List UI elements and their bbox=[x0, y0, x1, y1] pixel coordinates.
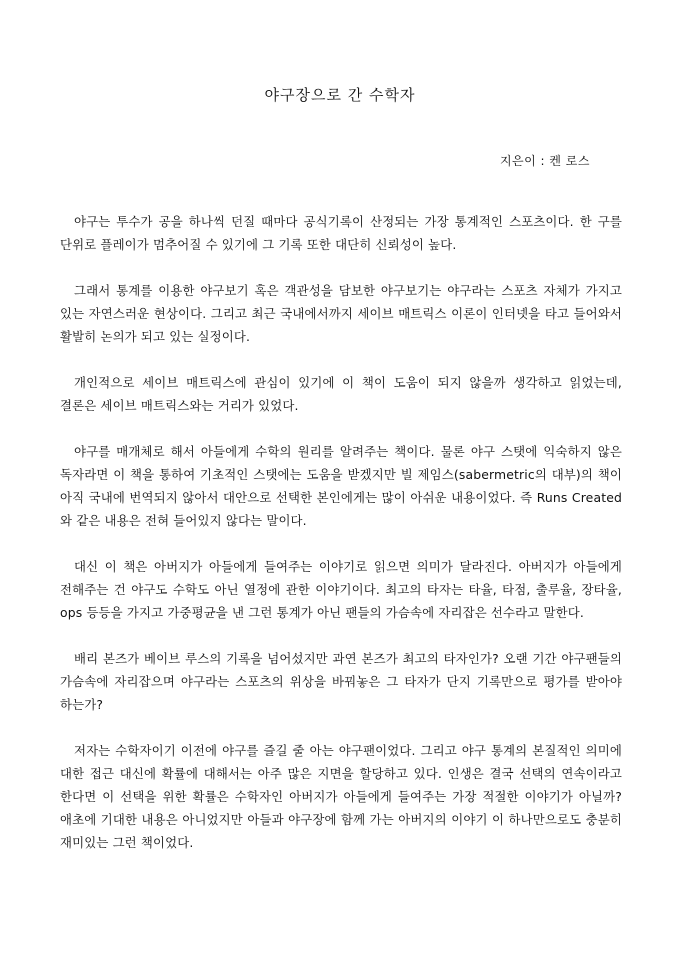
paragraph-1: 야구는 투수가 공을 하나씩 던질 때마다 공식기록이 산정되는 가장 통계적인 스포츠이다. 한 구를 단위로 플레이가 멈추어질 수 있기에 그 기록 또한 대단히 신뢰성이 높다. bbox=[60, 214, 622, 252]
document-body bbox=[60, 210, 622, 877]
paragraph-3: 개인적으로 세이브 매트릭스에 관심이 있기에 이 책이 도움이 되지 않을까 생각하고 읽었는데, 결론은 세이브 매트릭스와는 거리가 있었다. bbox=[60, 375, 622, 413]
paragraph-4: 야구를 매개체로 해서 아들에게 수학의 원리를 알려주는 책이다. 물론 야구 스탯에 익숙하지 않은 독자라면 이 책을 통하여 기초적인 스탯에는 도움을 받겠지만 빌 제임스(sabermetric의 대부)의 책이 아직 국내에 번역되지 않아서 대안으로 선택한 본인에게는 많이 아쉬운 내용이었다. 즉 Runs Created 와 같은 내용은 전혀 들어있지 않다는 말이다. bbox=[60, 444, 622, 528]
paragraph-7: 저자는 수학자이기 이전에 야구를 즐길 줄 아는 야구팬이었다. 그리고 야구 통계의 본질적인 의미에 대한 접근 대신에 확률에 대해서는 아주 많은 지면을 할당하고 있다. 인생은 결국 선택의 연속이라고 한다면 이 선택을 위한 확률은 수학자인 아버지가 아들에게 들여주는 가장 적절한 이야기가 아닐까? 애초에 기대한 내용은 아니었지만 아들과 야구장에 함께 가는 아버지의 이야기 이 하나만으로도 충분히 재미있는 그런 책이었다. bbox=[60, 743, 622, 850]
paragraph-5: 대신 이 책은 아버지가 아들에게 들여주는 이야기로 읽으면 의미가 달라진다. 아버지가 아들에게 전해주는 건 야구도 수학도 아닌 열정에 관한 이야기이다. 최고의 타자는 타율, 타점, 출루율, 장타율, ops 등등을 가지고 가중평균을 낸 그런 통계가 아닌 팬들의 가슴속에 자리잡은 선수라고 말한다. bbox=[60, 559, 622, 620]
paragraph-6: 배리 본즈가 베이브 루스의 기록을 넘어섰지만 과연 본즈가 최고의 타자인가? 오랜 기간 야구팬들의 가슴속에 자리잡으며 야구라는 스포츠의 위상을 바꿔놓은 그 타자가 단지 기록만으로 평가를 받아야 하는가? bbox=[60, 651, 622, 712]
author-line: 지은이 : 켄 로스 bbox=[499, 154, 590, 168]
document-title: 야구장으로 간 수학자 bbox=[264, 86, 416, 104]
paragraph-2: 그래서 통계를 이용한 야구보기 혹은 객관성을 담보한 야구보기는 야구라는 스포츠 자체가 가지고 있는 자연스러운 현상이다. 그리고 최근 국내에서까지 세이브 매트릭스 이론이 인터넷을 타고 들어와서 활발히 논의가 되고 있는 실정이다. bbox=[60, 283, 622, 344]
